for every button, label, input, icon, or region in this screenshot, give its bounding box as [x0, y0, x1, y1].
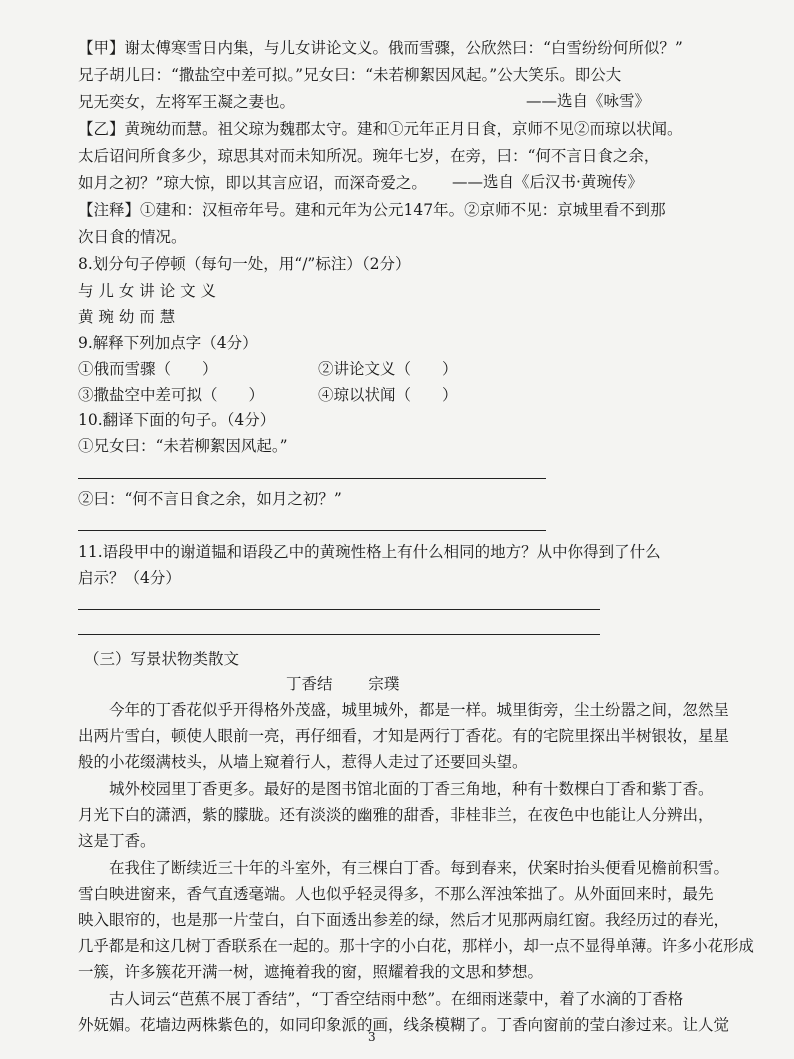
q10-sentence-1: ①兄女曰：“未若柳絮因风起。”	[78, 437, 288, 455]
essay-p1-line-3: 般的小花缀满枝头，从墙上窥着行人，惹得人走过了还要回头望。	[78, 753, 528, 771]
essay-p1-line-1: 今年的丁香花似乎开得格外茂盛，城里城外，都是一样。城里街旁，尘土纷嚣之间，忽然呈	[78, 701, 730, 719]
passage-jia-line-1: 【甲】谢太傅寒雪日内集，与儿女讲论文义。俄而雪骤，公欣然曰：“白雪纷纷何所似？”	[78, 39, 683, 57]
answer-line-q11-2[interactable]	[78, 634, 600, 635]
essay-p4-line-1: 古人词云“芭蕉不展丁香结”，“丁香空结雨中愁”。在细雨迷蒙中，着了水滴的丁香格	[78, 990, 684, 1008]
passage-yi-line-2: 太后诏问所食多少，琼思其对而未知所况。琬年七岁，在旁，曰：“何不言日食之余，	[78, 147, 660, 165]
q10-prompt: 10.翻译下面的句子。（4分）	[78, 411, 276, 429]
answer-line-q11-1[interactable]	[78, 609, 600, 610]
essay-p1-line-2: 出两片雪白，顿使人眼前一亮，再仔细看，才知是两行丁香花。有的宅院里探出半树银妆，星星	[78, 727, 730, 745]
q8-sentence-1: 与 儿 女 讲 论 文 义	[78, 282, 217, 300]
passage-yi-line-3: 如月之初？”琼大惊，即以其言应诏，而深奇爱之。	[78, 174, 427, 192]
essay-author: 宗璞	[368, 675, 400, 693]
notes-line-2: 次日食的情况。	[78, 228, 187, 246]
essay-p3-line-4: 几乎都是和这几树丁香联系在一起的。那十字的小白花，那样小，却一点不显得单薄。许多小花形成	[78, 937, 754, 955]
essay-p2-line-3: 这是丁香。	[78, 832, 156, 850]
essay-p3-line-3: 映入眼帘的，也是那一片莹白，白下面透出参差的绿，然后才见那两扇红窗。我经历过的春光，	[78, 911, 730, 929]
passage-jia-line-2: 兄子胡儿曰：“撒盐空中差可拟。”兄女曰：“未若柳絮因风起。”公大笑乐。即公大	[78, 66, 622, 84]
passage-jia-source: ——选自《咏雪》	[526, 92, 651, 110]
q8-sentence-2: 黄 琬 幼 而 慧	[78, 308, 176, 326]
q10-sentence-2: ②曰：“何不言日食之余，如月之初？”	[78, 490, 342, 508]
essay-title-row	[286, 673, 399, 695]
passage-yi-line-1: 【乙】黄琬幼而慧。祖父琼为魏郡太守。建和①元年正月日食，京师不见②而琼以状闻。	[78, 120, 683, 138]
section-heading: （三）写景状物类散文	[84, 650, 240, 668]
q11-line-1: 11.语段甲中的谢道韫和语段乙中的黄琬性格上有什么相同的地方？从中你得到了什么	[78, 543, 661, 561]
essay-p2-line-2: 月光下白的潇洒，紫的朦胧。还有淡淡的幽雅的甜香，非桂非兰，在夜色中也能让人分辨出，	[78, 806, 714, 824]
q9-item-2: ②讲论文义（ ）	[318, 360, 458, 378]
answer-line-q10-1[interactable]	[78, 478, 546, 479]
q9-item-1: ①俄而雪骤（ ）	[78, 360, 218, 378]
essay-title: 丁香结	[286, 675, 333, 693]
q9-item-4: ④琼以状闻（ ）	[318, 386, 458, 404]
page-number: 3	[368, 1030, 376, 1044]
essay-p3-line-2: 雪白映进窗来，香气直透毫端。人也似乎轻灵得多，不那么浑浊笨拙了。从外面回来时，最先	[78, 885, 714, 903]
essay-p2-line-1: 城外校园里丁香更多。最好的是图书馆北面的丁香三角地，种有十数棵白丁香和紫丁香。	[78, 780, 714, 798]
q9-item-3: ③撒盐空中差可拟（ ）	[78, 386, 265, 404]
q11-line-2: 启示？（4分）	[78, 569, 181, 587]
essay-p3-line-5: 一簇，许多簇花开满一树，遮掩着我的窗，照耀着我的文思和梦想。	[78, 963, 544, 981]
essay-p3-line-1: 在我住了断续近三十年的斗室外，有三棵白丁香。每到春来，伏案时抬头便看见檐前积雪。	[78, 859, 730, 877]
passage-yi-source: ——选自《后汉书·黄琬传》	[452, 173, 643, 191]
essay-p4-line-2: 外妩媚。花墙边两株紫色的，如同印象派的画，线条模糊了。丁香向窗前的莹白渗过来。让人觉	[78, 1016, 730, 1034]
q9-prompt: 9.解释下列加点字（4分）	[78, 334, 258, 352]
q8-prompt: 8.划分句子停顿（每句一处，用“/”标注）（2分）	[78, 255, 411, 273]
notes-line-1: 【注释】①建和：汉桓帝年号。建和元年为公元147年。②京师不见：京城里看不到那	[78, 201, 666, 219]
passage-jia-line-3: 兄无奕女，左将军王凝之妻也。	[78, 93, 296, 111]
answer-line-q10-2[interactable]	[78, 530, 546, 531]
